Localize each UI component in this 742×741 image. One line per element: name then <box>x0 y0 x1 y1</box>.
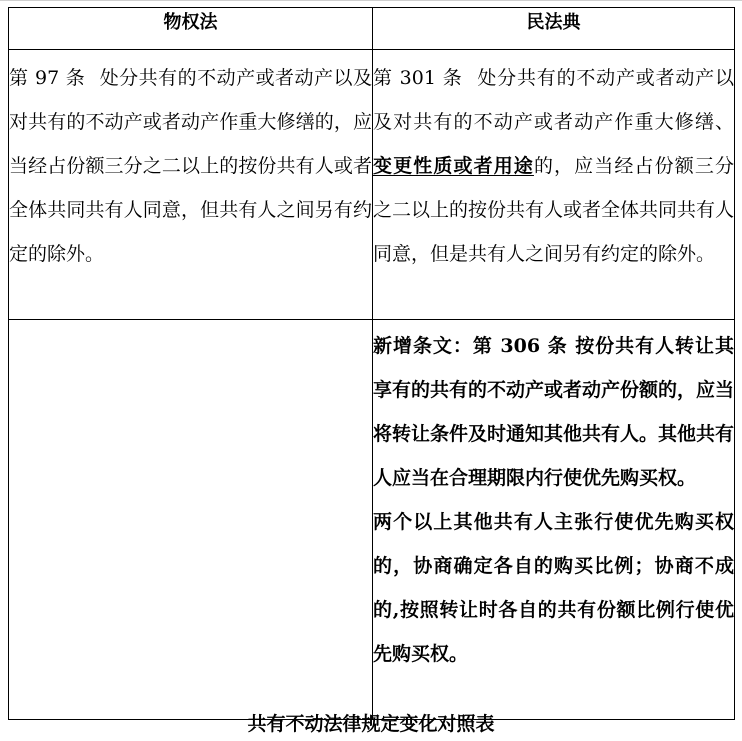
article-text: 处分共有的不动产或者动产以及对共有的不动产或者动产作重大修缮的，应当经占份额三分之二以上的按份共有人或者全体共同共有人同意，但共有人之间另有约定的除外。 <box>9 67 372 265</box>
article-number: 第 97 条 <box>9 67 86 89</box>
new-article-paragraph-1: 新增条文：第 306 条 按份共有人转让其享有的共有的不动产或者动产份额的，应当将转让条件及时通知其他共有人。其他共有人应当在合理期限内行使优先购买权。 <box>373 335 735 489</box>
article-text-before: 处分共有的不动产或者动产以及对共有的不动产或者动产作重大修缮、 <box>373 67 734 133</box>
table-caption: 共有不动法律规定变化对照表 <box>247 713 495 735</box>
cell-property-law-art97 <box>9 50 373 320</box>
header-row <box>9 8 735 50</box>
added-phrase-underlined: 变更性质或者用途 <box>373 155 534 177</box>
table-row <box>9 50 735 320</box>
comparison-table <box>8 7 735 720</box>
new-article-paragraph-2: 两个以上其他共有人主张行使优先购买权的，协商确定各自的购买比例；协商不成的,按照转让时各自的共有份额比例行使优先购买权。 <box>373 511 734 665</box>
cell-civil-code-art306 <box>373 320 735 720</box>
header-civil-code: 民法典 <box>373 8 735 50</box>
article-text-after: 的，应当经占份额三分之二以上的按份共有人或者全体共同共有人同意，但是共有人之间另有约定的除外。 <box>373 155 735 265</box>
article-number: 第 301 条 <box>373 67 463 89</box>
header-property-law: 物权法 <box>9 8 373 50</box>
top-rule <box>0 0 742 1</box>
cell-property-law-empty <box>9 320 373 720</box>
cell-civil-code-art301 <box>373 50 735 320</box>
table-row <box>9 320 735 720</box>
